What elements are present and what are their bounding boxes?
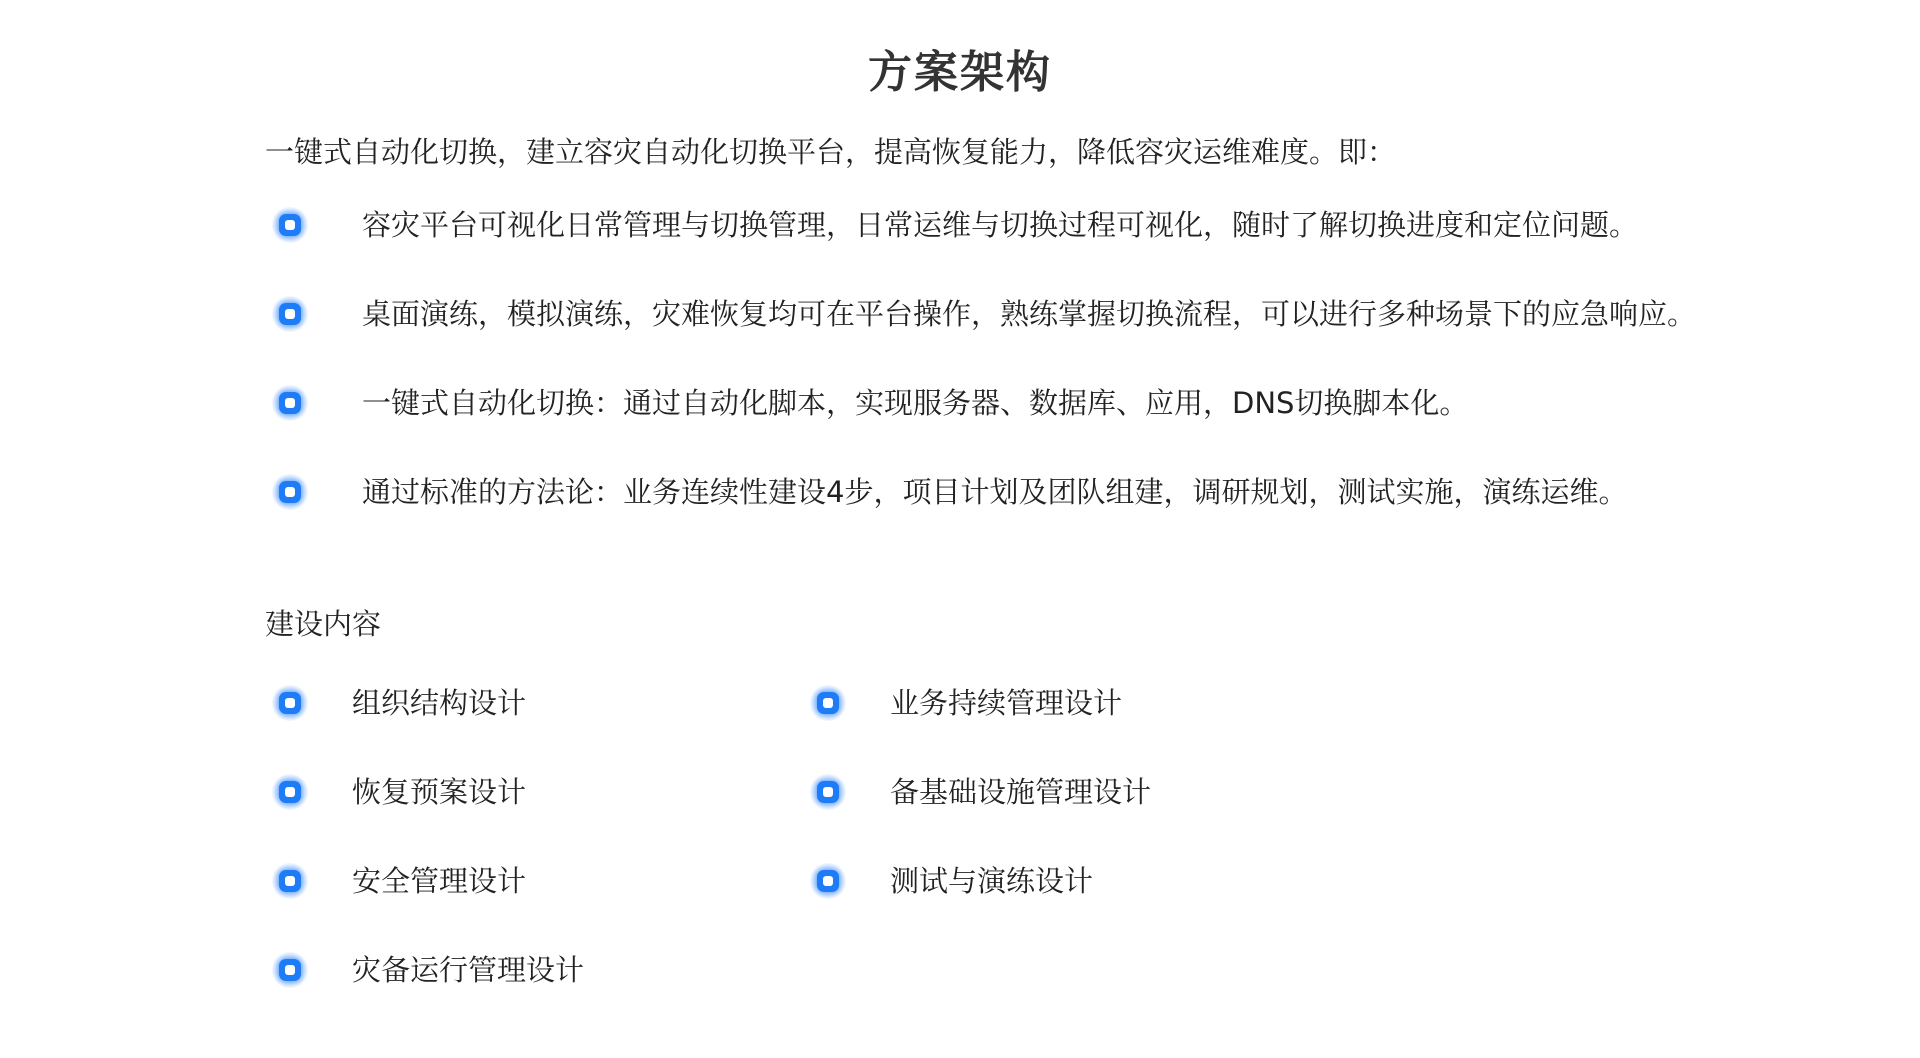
item-label: 测试与演练设计 [890, 864, 1094, 898]
bullet-square-icon [270, 294, 310, 334]
bullet-text: 通过标准的方法论：业务连续性建设4步，项目计划及团队组建，调研规划，测试实施，演练运维。 [362, 475, 1628, 509]
bullet-square-icon [270, 861, 310, 901]
construction-content-grid [270, 683, 1370, 1043]
list-item [270, 383, 1696, 472]
list-item [270, 772, 526, 812]
item-label: 恢复预案设计 [352, 775, 527, 809]
bullet-square-icon [270, 772, 310, 812]
bullet-square-icon [270, 472, 310, 512]
bullet-square-icon [270, 950, 310, 990]
bullet-text: 桌面演练，模拟演练，灾难恢复均可在平台操作，熟练掌握切换流程，可以进行多种场景下的应急响应。 [362, 297, 1697, 331]
list-item [808, 772, 1151, 812]
section-heading: 建设内容 [265, 607, 382, 641]
page-title: 方案架构 [868, 47, 1052, 98]
bullet-square-icon [270, 683, 310, 723]
list-item [808, 683, 1122, 723]
item-label: 业务持续管理设计 [890, 686, 1123, 720]
intro-text: 一键式自动化切换，建立容灾自动化切换平台，提高恢复能力，降低容灾运维难度。即： [265, 135, 1397, 169]
bullet-square-icon [270, 205, 310, 245]
list-item [270, 205, 1696, 294]
list-item [270, 472, 1696, 561]
bullet-square-icon [270, 383, 310, 423]
bullet-text: 一键式自动化切换：通过自动化脚本，实现服务器、数据库、应用，DNS切换脚本化。 [362, 386, 1469, 420]
item-label: 备基础设施管理设计 [890, 775, 1152, 809]
bullet-text: 容灾平台可视化日常管理与切换管理，日常运维与切换过程可视化，随时了解切换进度和定位问题。 [362, 208, 1639, 242]
item-label: 灾备运行管理设计 [352, 953, 585, 987]
bullet-square-icon [808, 772, 848, 812]
list-item [270, 861, 526, 901]
item-label: 组织结构设计 [352, 686, 527, 720]
list-item [808, 861, 1093, 901]
list-item [270, 683, 526, 723]
bullet-square-icon [808, 861, 848, 901]
list-item [270, 294, 1696, 383]
bullet-square-icon [808, 683, 848, 723]
item-label: 安全管理设计 [352, 864, 527, 898]
feature-list [270, 205, 1696, 561]
list-item [270, 950, 584, 990]
